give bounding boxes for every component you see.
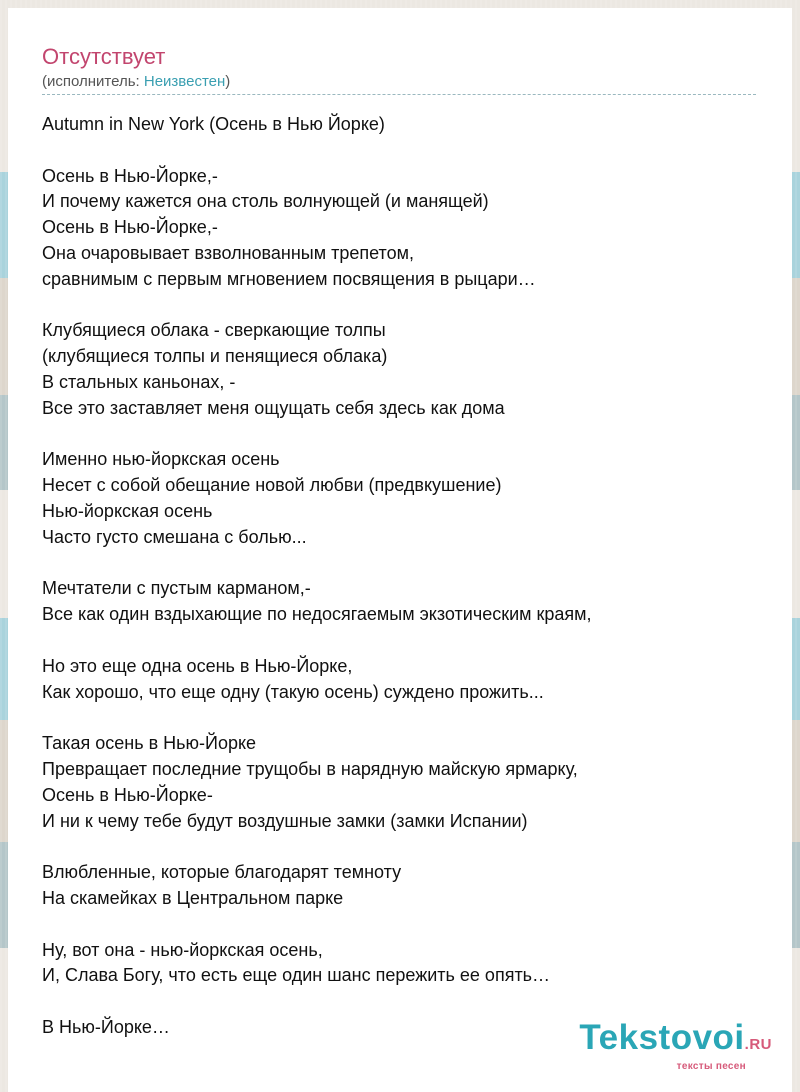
logo-main-text: Tekstovoi <box>579 1018 745 1057</box>
logo-domain: .RU <box>744 1036 772 1053</box>
header-divider <box>42 94 756 95</box>
artist-link[interactable]: Неизвестен <box>143 73 226 90</box>
lyrics-card <box>8 8 792 1092</box>
logo-wordmark <box>579 1019 772 1064</box>
artist-suffix: ) <box>225 73 231 90</box>
lyrics-text: Autumn in New York (Осень в Нью Йорке) Осень в Нью-Йорке,- И почему кажется она столь волнующей (и манящей) Осень в Нью-Йорке,- Она очаровывает взволнованным трепетом, сравнимым с первым мгновением посвящения в рыцари… Клубящиеся облака - сверкающие толпы (клубящиеся толпы и пенящиеся облака) В стальных каньонах, - Все это заставляет меня ощущать себя здесь как дома Именно нью-йоркская осень Несет с собой обещание новой любви (предвкушение) Нью-йоркская осень Часто густо смешана с болью... Мечтатели с пустым карманом,- Все как один вздыхающие по недосягаемым экзотическим краям, Но это еще одна осень в Нью-Йорке, Как хорошо, что еще одну (такую осень) суждено прожить... Такая осень в Нью-Йорке Превращает последние трущобы в нарядную майскую ярмарку, Осень в Нью-Йорке- И ни к чему тебе будут воздушные замки (замки Испании) Влюбленные, которые благодарят темноту На скамейках в Центральном парке Ну, вот она - нью-йоркская осень, И, Слава Богу, что есть еще один шанс пережить ее опять… В Нью-Йорке… <box>42 114 592 1037</box>
artist-prefix: (исполнитель: <box>42 73 144 90</box>
song-title: Отсутствует <box>42 44 166 69</box>
logo-tagline: тексты песен <box>676 1061 746 1072</box>
site-logo[interactable] <box>579 1019 772 1072</box>
artist-line <box>42 72 230 92</box>
